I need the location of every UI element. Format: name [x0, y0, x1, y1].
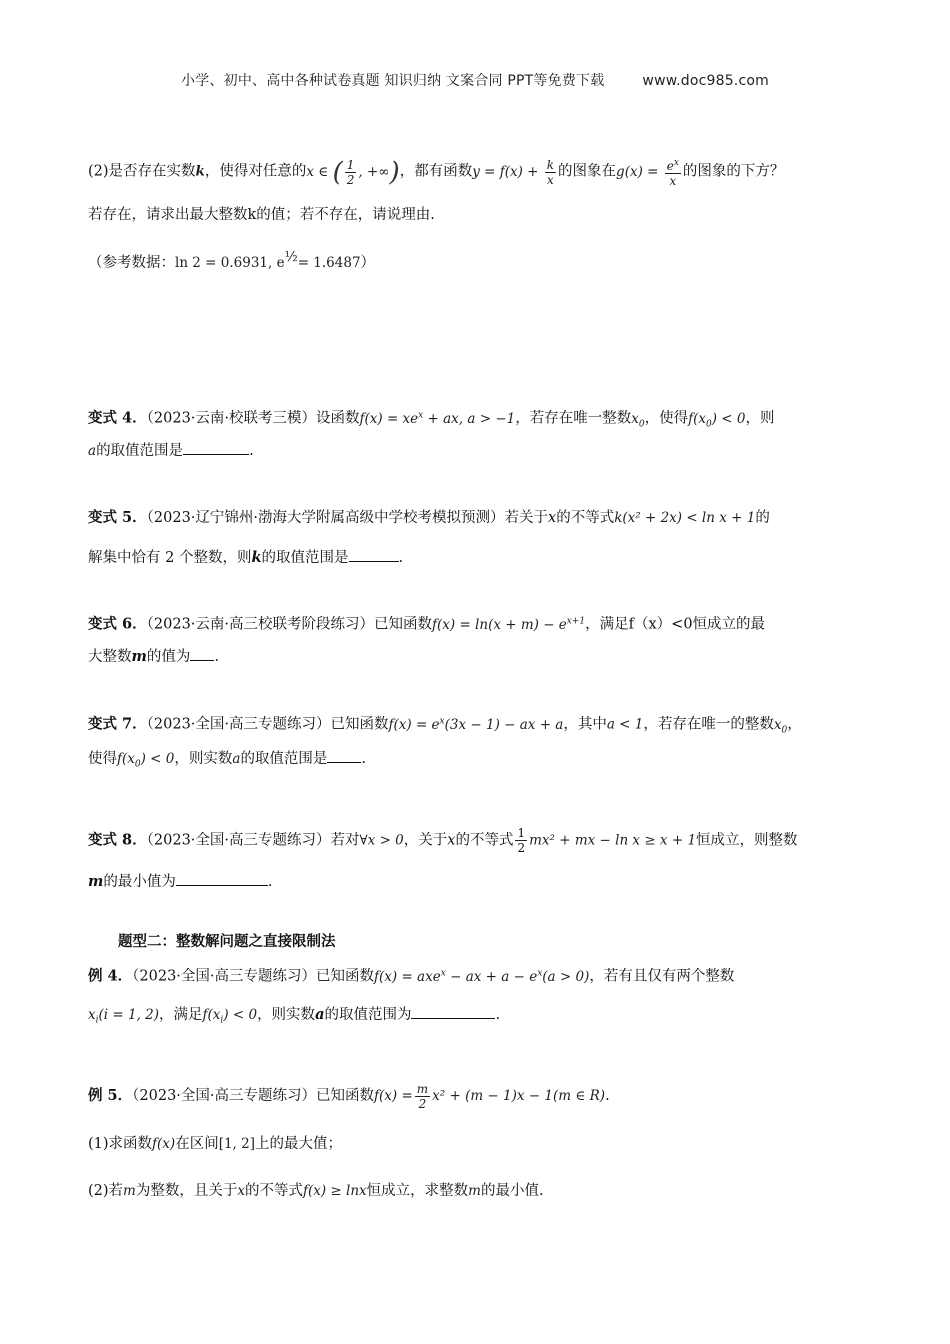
e4-answer-blank[interactable] [411, 1004, 495, 1019]
v5-inequality: k(x² + 2x) < ln x + 1 [614, 510, 756, 526]
v6-text-1: ，满足 [585, 616, 629, 633]
v7-condition: a < 1 [606, 716, 644, 733]
v6-line-1 [88, 610, 878, 636]
e4-text-2: ，满足 [159, 1007, 203, 1023]
v8-text-4: 的最小值为 [103, 874, 176, 890]
e4-text-3: ，则实数 [257, 1007, 316, 1023]
e5-p2-m: m [123, 1183, 136, 1199]
v8-line-2 [88, 871, 878, 893]
header-text: 小学、初中、高中各种试卷真题 知识归纳 文案合同 PPT等免费下载 [181, 73, 605, 89]
v7-var-a: a [232, 751, 241, 767]
q2-text-e: 的图象的下方？ [682, 163, 785, 180]
v4-x0: $x_0$ [631, 410, 645, 430]
v5-answer-blank[interactable] [349, 547, 399, 562]
v5-text-3: 解集中恰有 2 个整数，则 [88, 550, 252, 566]
q2-k: k [195, 163, 205, 180]
e4-text-4: 的取值范围为 [324, 1007, 412, 1023]
v6-answer-blank[interactable] [190, 646, 214, 661]
v8-end: . [267, 874, 273, 890]
e4-source: （2023·全国·高三专题练习）已知函数 [132, 968, 375, 985]
e5-p2-text-e: 的最小值. [480, 1183, 544, 1199]
q2-line-3 [88, 246, 878, 274]
e5-p2-text-a: (2)若 [88, 1183, 124, 1199]
v7-text-4: 使得 [88, 751, 117, 767]
v8-answer-blank[interactable] [176, 871, 268, 886]
v4-source: （2023·云南·校联考三模）设函数 [146, 410, 360, 427]
v4-condition: $f(x_0) < 0$ [688, 410, 746, 430]
q2-func-g: g(x) = $\frac{e^x}{x}$ [616, 158, 679, 188]
e4-condition: $f(x_i) < 0$ [202, 1007, 258, 1026]
e4-label: 例 4． [88, 967, 133, 985]
v6-text-4: 的值为 [146, 649, 191, 665]
v5-line-1 [88, 507, 878, 529]
e5-end: . [605, 1088, 610, 1104]
e5-part-1 [88, 1133, 878, 1155]
v4-function: $f(x) = xe^x$ + ax, a > −1 [359, 410, 516, 427]
v6-source: （2023·云南·高三校联考阶段练习）已知函数 [146, 616, 433, 633]
v8-m: m [88, 873, 104, 890]
e5-p1-f: f(x) [152, 1136, 176, 1152]
v8-line-1 [88, 826, 878, 855]
e4-end: . [495, 1007, 501, 1023]
v8-text-2: 的不等式 [455, 832, 514, 849]
v5-text-4: 的取值范围是 [261, 550, 349, 566]
e5-p2-text-d: 恒成立，求整数 [366, 1183, 469, 1199]
v8-half: $\frac{1}{2}$ [517, 826, 526, 855]
v8-text-1: ，关于 [403, 832, 448, 849]
v8-x: x [447, 832, 456, 849]
v5-text-2: 的 [755, 510, 770, 526]
v7-line-1 [88, 710, 878, 741]
page-header [0, 70, 950, 90]
v7-text-1: ，其中 [563, 716, 607, 733]
v4-text-2: ，使得 [644, 410, 689, 427]
v8-inequality: mx² + mx − ln x ≥ x + 1 [529, 832, 697, 849]
q2-ref-math: ln 2 = 0.6931, e [175, 254, 285, 271]
v6-text-3: 大整数 [88, 649, 132, 665]
v4-var-a: a [88, 443, 97, 459]
q2-func-y: y = f(x) + $\frac{k}{x}$ [472, 157, 555, 187]
e4-line-2 [88, 1004, 878, 1032]
header-site: www.doc985.com [642, 73, 769, 89]
e4-line-1 [88, 962, 878, 988]
v4-label: 变式 4． [88, 409, 147, 427]
e4-text-1: ，若有且仅有两个整数 [589, 968, 735, 985]
e4-var-a: a [315, 1006, 325, 1023]
q2-text-d: 的图象在 [558, 163, 617, 180]
e5-line-1 [88, 1082, 878, 1111]
v4-end: . [249, 443, 254, 459]
e5-p2-text-b: 为整数，且关于 [135, 1183, 238, 1199]
v4-text-4: 的取值范围是 [96, 443, 184, 459]
q2-text-b: ，使得对任意的 [204, 163, 307, 180]
section-heading: 题型二：整数解问题之直接限制法 [118, 934, 336, 950]
q2-ref-close: ） [360, 254, 376, 271]
e4-function: f(x) = axe$^x$ − ax + $a - e^x(a > 0)$ [374, 968, 590, 985]
e5-part-2 [88, 1180, 878, 1202]
q2-ref-exp: ½ [284, 249, 298, 265]
q2-line-1 [88, 156, 878, 188]
v7-answer-blank[interactable] [327, 748, 361, 763]
v6-m: m [131, 648, 147, 665]
v7-label: 变式 7． [88, 715, 147, 733]
v6-line-2 [88, 646, 878, 668]
v7-source: （2023·全国·高三专题练习）已知函数 [146, 716, 389, 733]
v6-condition: f（x）<0 [628, 616, 693, 633]
v4-line-1 [88, 404, 878, 435]
e5-p1-text-a: (1)求函数 [88, 1136, 153, 1152]
e5-label: 例 5． [88, 1087, 133, 1104]
e5-p2-text-c: 的不等式 [244, 1183, 303, 1199]
v5-k: k [251, 549, 262, 566]
q2-ref-value: = 1.6487 [297, 254, 361, 271]
v8-source: （2023·全国·高三专题练习）若对 [146, 832, 360, 849]
v7-text-3: ， [787, 716, 802, 733]
e5-source: （2023·全国·高三专题练习）已知函数 [132, 1088, 375, 1104]
v8-text-3: 恒成立，则整数 [696, 832, 798, 849]
v4-text-1: ，若存在唯一整数 [515, 410, 632, 427]
q2-ref-label: （参考数据： [88, 254, 175, 271]
e5-function: f(x) = $\frac{m}{2}$ x² + (m − 1)x − 1(m ∈ R) [374, 1082, 606, 1111]
v5-text-1: 的不等式 [556, 510, 615, 526]
v5-x: x [548, 510, 557, 526]
q2-line-2: 若存在，请求出最大整数k的值；若不存在，请说理由. [88, 207, 435, 223]
e5-p2-inequality: f(x) ≥ lnx [302, 1183, 367, 1199]
v4-line-2 [88, 440, 878, 462]
v7-cond2: $f(x_0) < 0$ [117, 751, 175, 770]
v7-x0: $x_0$ [773, 716, 788, 736]
v6-function: $f(x) = \ln(x + m) - e^{x+1}$ [432, 616, 586, 633]
v6-label: 变式 6． [88, 615, 147, 633]
e5-p2-x: x [237, 1183, 245, 1199]
e5-p1-text-c: 上的最大值； [255, 1136, 342, 1152]
v8-label: 变式 8． [88, 831, 147, 849]
e5-p1-text-b: 在区间 [175, 1136, 219, 1152]
v7-text-6: 的取值范围是 [240, 751, 328, 767]
q2-text-a: (2)是否存在实数 [88, 163, 196, 180]
e4-xi: $x_i(i = 1$, 2) [88, 1007, 160, 1026]
v7-text-5: ，则实数 [174, 751, 233, 767]
v5-label: 变式 5． [88, 509, 147, 526]
v4-text-3: ，则 [745, 410, 775, 427]
q2-domain: x ∈ ( $\frac{1}{2}$ , +∞) [306, 157, 400, 187]
v8-forall: ∀x > 0 [359, 832, 404, 849]
v6-end: . [214, 649, 219, 665]
q2-text-c: ，都有函数 [399, 163, 473, 180]
v7-end: . [361, 751, 367, 767]
e5-p1-interval: [1, 2] [218, 1136, 255, 1152]
e5-p2-m2: m [468, 1183, 481, 1199]
v5-source: （2023·辽宁锦州·渤海大学附属高级中学校考模拟预测）若关于 [146, 510, 549, 526]
v4-answer-blank[interactable] [183, 440, 249, 455]
v5-end: . [398, 550, 404, 566]
v7-line-2 [88, 748, 878, 776]
v5-line-2 [88, 547, 878, 569]
v7-function: $f(x) = e^x(3x - 1)$ − ax + a [388, 716, 564, 733]
v7-text-2: ，若存在唯一的整数 [643, 716, 774, 733]
v6-text-2: 恒成立的最 [692, 616, 766, 633]
